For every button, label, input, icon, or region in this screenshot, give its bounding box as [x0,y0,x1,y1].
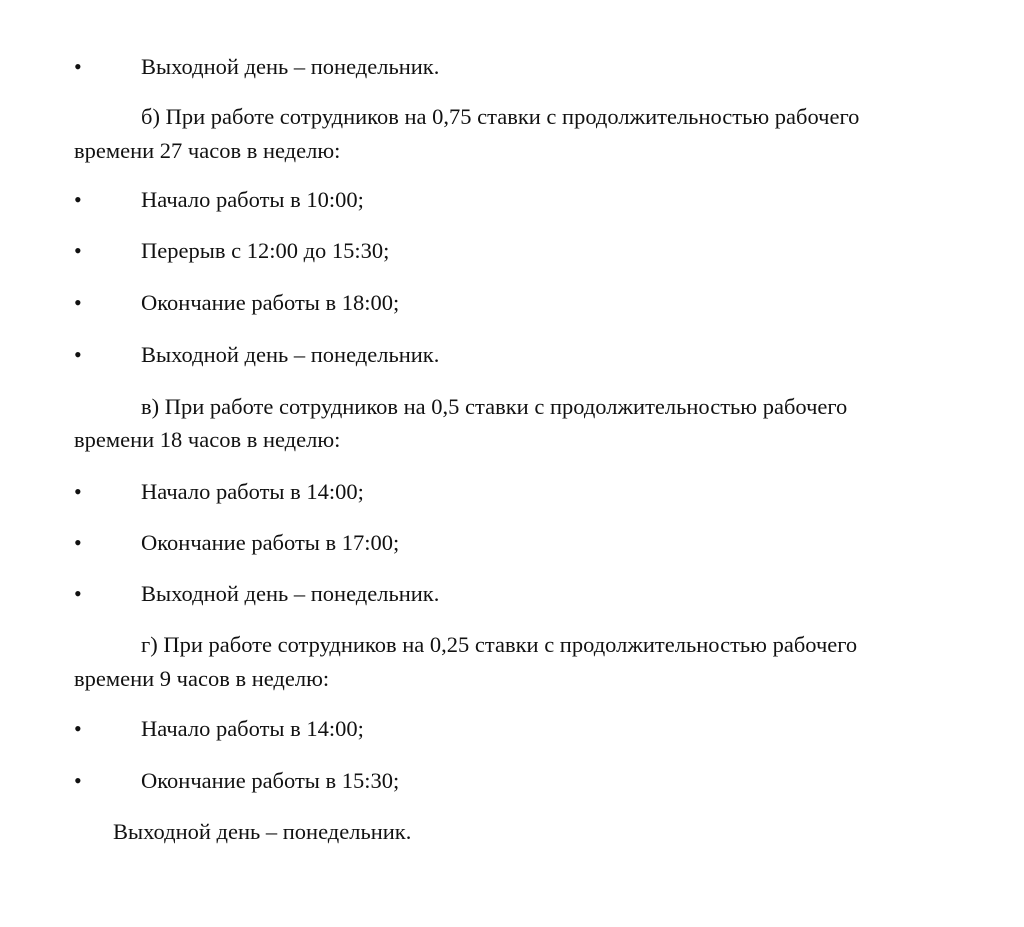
list-item [0,288,1024,318]
list-item [0,579,1024,609]
list-item-text: Начало работы в 14:00; [141,479,364,504]
section-v-intro-line2: времени 18 часов в неделю: [74,427,341,452]
bullet-icon: • [74,581,82,606]
bullet-icon: • [74,238,82,263]
bullet-icon: • [74,290,82,315]
list-item-text: Выходной день – понедельник. [141,342,440,367]
list-item-text: Перерыв с 12:00 до 15:30; [141,238,390,263]
list-item [0,477,1024,507]
list-item [0,528,1024,558]
list-item-text: Выходной день – понедельник. [141,581,440,606]
bullet-icon: • [74,768,82,793]
bullet-icon: • [74,530,82,555]
list-item-text: Окончание работы в 15:30; [141,768,400,793]
section-v-intro-line1: в) При работе сотрудников на 0,5 ставки с продолжительностью рабочего [141,394,848,419]
bullet-icon: • [74,187,82,212]
list-item-text: Начало работы в 14:00; [141,716,364,741]
list-item-text: Выходной день – понедельник. [141,54,440,79]
section-b-intro-line1: б) При работе сотрудников на 0,75 ставки с продолжительностью рабочего [141,104,860,129]
list-item-text: Окончание работы в 18:00; [141,290,400,315]
bullet-icon: • [74,479,82,504]
list-item [0,52,1024,82]
list-item-text: Начало работы в 10:00; [141,187,364,212]
bullet-icon: • [74,342,82,367]
closing-line: Выходной день – понедельник. [113,819,412,844]
list-item [0,766,1024,796]
list-item [0,185,1024,215]
section-g-intro-line1: г) При работе сотрудников на 0,25 ставки с продолжительностью рабочего [141,632,858,657]
list-item [0,236,1024,266]
section-g-intro-line2: времени 9 часов в неделю: [74,666,330,691]
section-b-intro-line2: времени 27 часов в неделю: [74,138,341,163]
list-item [0,714,1024,744]
list-item [0,340,1024,370]
bullet-icon: • [74,54,82,79]
list-item-text: Окончание работы в 17:00; [141,530,400,555]
bullet-icon: • [74,716,82,741]
